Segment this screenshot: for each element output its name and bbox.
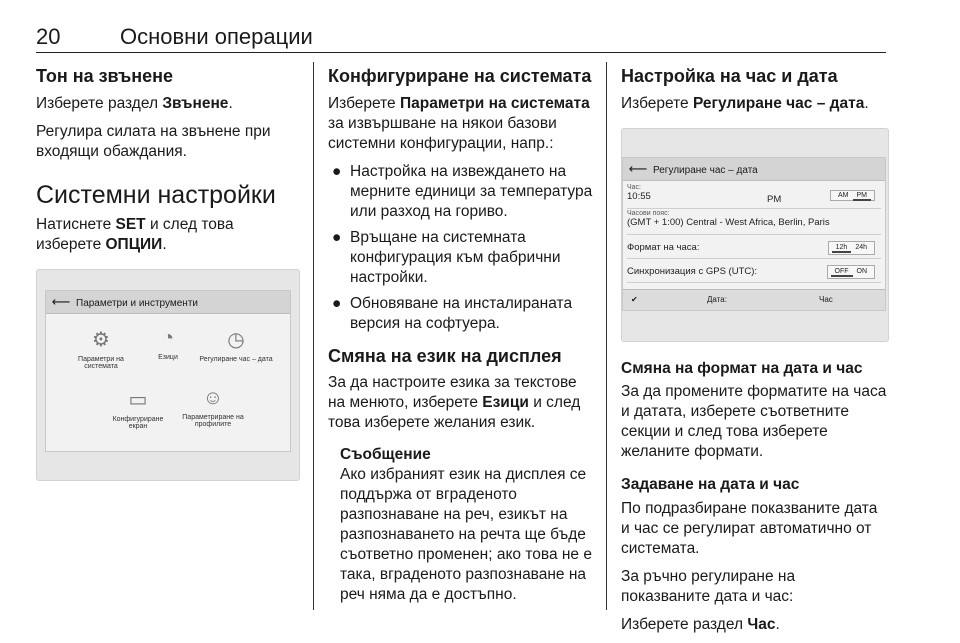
screen-titlebar [46, 291, 290, 314]
timezone-row: Часови пояс: (GMT + 1:00) Central - West Africa, Berlin, Paris [627, 210, 881, 235]
clock-icon: ◷ [227, 329, 245, 352]
screen-frame [45, 290, 291, 452]
bullet-icon: ● [332, 228, 342, 246]
time-date-tile: ◷ Регулиране час – дата [196, 327, 276, 363]
set-paragraph-1: По подразбиране показваните дата и час се регулират автоматично от системата. [621, 499, 878, 557]
note-text: Ако избраният език на дисплея се поддържа от вграденото разпознаване на реч, езикът на разпознаването на речта ще бъде съответно променен; ако това не е така, вграденото разпознаване на реч няма да е достъпно. [340, 466, 592, 604]
gps-sync-row: Синхронизация с GPS (UTC): OFF ON [627, 262, 881, 283]
system-settings-heading: Системни настройки [36, 180, 276, 209]
tab-time: Час [819, 294, 833, 304]
ringtone-paragraph-2: Регулира силата на звънене при входящи обаждания. [36, 122, 271, 160]
profiles-tile: ☺ Параметриране на профилите [170, 387, 256, 428]
system-config-list [328, 162, 596, 334]
screen-title: Параметри и инструменти [76, 298, 198, 310]
display-language-heading: Смяна на език на дисплея [328, 345, 562, 366]
gps-sync-toggle: OFF ON [827, 265, 876, 279]
set-paragraph-3: Изберете раздел Час. [621, 615, 780, 633]
time-row: Час: 10:55 PM AM PM [627, 184, 881, 209]
profile-icon: ☺ [202, 387, 224, 410]
set-heading: Задаване на дата и час [621, 476, 800, 494]
settings-tools-screenshot [36, 269, 300, 481]
format-heading: Смяна на формат на дата и час [621, 359, 863, 377]
list-item: ● Настройка на извеждането на мерните единици за температура или разход на гориво. [332, 162, 593, 220]
languages-tile: ◔ Езици [148, 327, 188, 361]
note-title: Съобщение [340, 446, 431, 464]
tab-date: Дата: [707, 294, 727, 304]
column-divider [313, 62, 314, 610]
system-settings-paragraph: Натиснете SET и след това изберете ОПЦИИ. [36, 216, 234, 254]
page-number: 20 [36, 24, 61, 49]
format-paragraph: За да промените форматите на часа и датата, изберете съответните секции и след това изберете желаните формати. [621, 383, 887, 461]
bullet-icon: ● [332, 294, 342, 312]
note-box [328, 445, 596, 605]
bullet-icon: ● [332, 162, 342, 180]
timezone-value: (GMT + 1:00) Central - West Africa, Berlin, Paris [627, 216, 830, 228]
column-divider [606, 62, 607, 610]
screen-title: Регулиране час – дата [653, 164, 758, 176]
system-parameters-tile: ⚙ Параметри на системата [68, 327, 134, 370]
screen-titlebar [623, 158, 885, 181]
column-3 [621, 66, 887, 643]
screen-config-tile: ▭ Конфигуриране екран [108, 387, 168, 430]
display-language-paragraph: За да настроите езика за текстове на менюто, изберете Езици и след това изберете желания език. [328, 374, 581, 432]
list-item: ● Обновяване на инсталираната версия на софтуера. [332, 294, 573, 332]
ringtone-paragraph-1: Изберете раздел Звънене. [36, 94, 233, 112]
system-config-heading: Конфигуриране на системата [328, 66, 592, 86]
column-2 [328, 66, 596, 605]
screen-icon: ▭ [128, 389, 148, 412]
check-icon: ✔ [631, 294, 638, 304]
ampm-value: PM [767, 193, 782, 205]
back-arrow-icon: ⟵ [628, 160, 648, 176]
column-1 [36, 66, 300, 481]
time-value: 10:55 [627, 190, 651, 202]
system-config-paragraph: Изберете Параметри на системата за извършване на някои базови системни конфигурации, напр.: [328, 94, 590, 152]
screen-frame [622, 157, 886, 311]
time-date-heading: Настройка на час и дата [621, 66, 838, 86]
time-date-paragraph: Изберете Регулиране час – дата. [621, 94, 869, 112]
time-format-toggle: 12h 24h [828, 241, 875, 255]
ringtone-heading: Тон на звънене [36, 66, 174, 86]
ampm-toggle: AM PM [830, 190, 875, 201]
list-item: ● Връщане на системната конфигурация към фабрични настройки. [332, 228, 561, 286]
screen-tabbar [623, 289, 885, 310]
gears-icon: ⚙ [92, 329, 110, 352]
running-section-title: Основни операции [120, 24, 313, 49]
time-date-screenshot [621, 128, 889, 342]
languages-icon: ◔ [161, 327, 175, 350]
page-header [36, 24, 886, 53]
time-format-row: Формат на часа: 12h 24h [627, 238, 881, 259]
set-paragraph-2: За ръчно регулиране на показваните дата и час: [621, 567, 796, 605]
back-arrow-icon: ⟵ [51, 294, 71, 310]
